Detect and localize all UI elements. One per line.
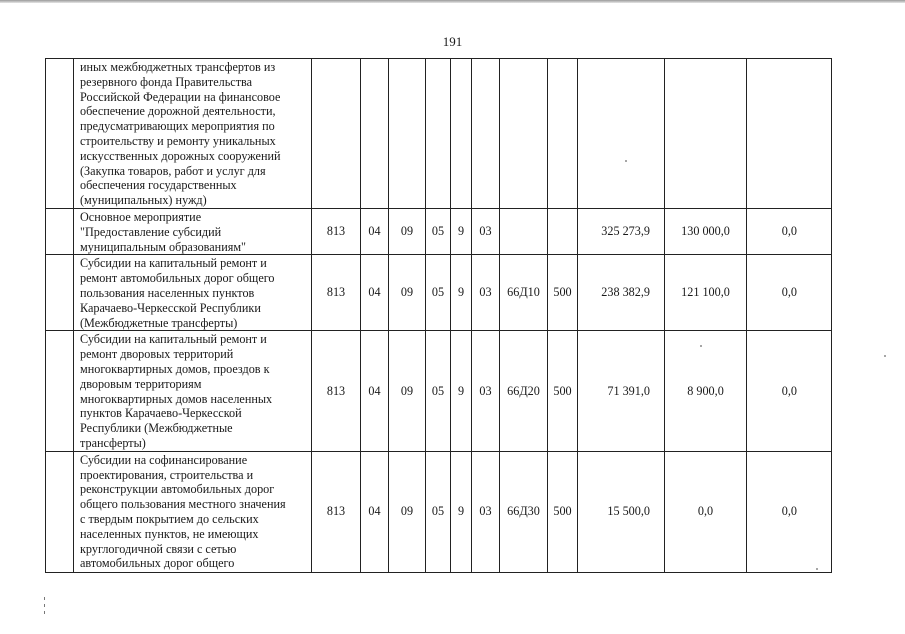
amount-year1-cell (578, 59, 665, 209)
direction-code-cell: 66Д30 (500, 451, 548, 572)
ministry-code-cell: 813 (312, 331, 361, 451)
amount-year3-cell (747, 59, 832, 209)
page-number: 191 (442, 34, 463, 49)
expense-type-cell (548, 208, 578, 254)
direction-code-cell: 66Д20 (500, 331, 548, 451)
amount-year1-cell: 325 273,9 (578, 208, 665, 254)
expense-type-cell: 500 (548, 255, 578, 331)
blank-cell (46, 451, 74, 572)
amount-year3-cell: 0,0 (747, 208, 832, 254)
ministry-code-cell: 813 (312, 451, 361, 572)
amount-year2-cell: 130 000,0 (665, 208, 747, 254)
amount-year2-cell: 8 900,0 (665, 331, 747, 451)
subsection-code-cell: 09 (389, 331, 426, 451)
subprogram-code-cell (451, 59, 472, 209)
table-row (46, 255, 832, 331)
expense-type-cell (548, 59, 578, 209)
amount-year2-cell (665, 59, 747, 209)
direction-code-cell (500, 208, 548, 254)
amount-year2-cell: 121 100,0 (665, 255, 747, 331)
table-row (46, 208, 832, 254)
activity-code-cell: 03 (472, 255, 500, 331)
amount-year1-cell: 15 500,0 (578, 451, 665, 572)
amount-year3-cell: 0,0 (747, 451, 832, 572)
scan-speck (700, 345, 702, 347)
amount-year3-cell: 0,0 (747, 255, 832, 331)
subsection-code-cell: 09 (389, 208, 426, 254)
direction-code-cell (500, 59, 548, 209)
amount-year3-cell: 0,0 (747, 331, 832, 451)
ministry-code-cell (312, 59, 361, 209)
activity-code-cell (472, 59, 500, 209)
direction-code-cell: 66Д10 (500, 255, 548, 331)
blank-cell (46, 331, 74, 451)
amount-year1-cell: 238 382,9 (578, 255, 665, 331)
expense-type-cell: 500 (548, 331, 578, 451)
subsection-code-cell: 09 (389, 255, 426, 331)
scan-mark (44, 604, 45, 607)
section-code-cell (361, 59, 389, 209)
section-code-cell: 04 (361, 451, 389, 572)
blank-cell (46, 59, 74, 209)
scan-top-edge (0, 0, 905, 3)
amount-year1-cell: 71 391,0 (578, 331, 665, 451)
scan-speck (625, 160, 627, 162)
subprogram-code-cell: 9 (451, 255, 472, 331)
section-code-cell: 04 (361, 208, 389, 254)
activity-code-cell: 03 (472, 208, 500, 254)
blank-cell (46, 255, 74, 331)
section-code-cell: 04 (361, 255, 389, 331)
program-code-cell: 05 (426, 331, 451, 451)
program-code-cell: 05 (426, 255, 451, 331)
scan-mark (44, 611, 45, 614)
program-code-cell: 05 (426, 451, 451, 572)
subprogram-code-cell: 9 (451, 331, 472, 451)
scan-speck (884, 355, 886, 357)
blank-cell (46, 208, 74, 254)
table-row (46, 331, 832, 451)
row-name-cell: иных межбюджетных трансфертов из резервного фонда Правительства Российской Федерации на финансовое обеспечение дорожной деятельности, предусматривающих мероприятия по строительству и ремонту уникальных искусственных дорожных сооружений (Закупка товаров, работ и услуг для обеспечения государственных (муниципальных) нужд) (74, 59, 312, 209)
table-row (46, 451, 832, 572)
section-code-cell: 04 (361, 331, 389, 451)
program-code-cell: 05 (426, 208, 451, 254)
scan-speck (816, 568, 818, 570)
subprogram-code-cell: 9 (451, 208, 472, 254)
row-name-cell: Субсидии на капитальный ремонт и ремонт автомобильных дорог общего пользования населенных пунктов Карачаево-Черкесской Республики (Межбюджетные трансферты) (74, 255, 312, 331)
row-name-cell: Субсидии на капитальный ремонт и ремонт дворовых территорий многоквартирных домов, проездов к дворовым территориям многоквартирных домов населенных пунктов Карачаево-Черкесской Республики (Межбюджетные трансферты) (74, 331, 312, 451)
subprogram-code-cell: 9 (451, 451, 472, 572)
program-code-cell (426, 59, 451, 209)
row-name-cell: Основное мероприятие "Предоставление субсидий муниципальным образованиям" (74, 208, 312, 254)
activity-code-cell: 03 (472, 331, 500, 451)
subsection-code-cell: 09 (389, 451, 426, 572)
activity-code-cell: 03 (472, 451, 500, 572)
table-row (46, 59, 832, 209)
amount-year2-cell: 0,0 (665, 451, 747, 572)
expense-type-cell: 500 (548, 451, 578, 572)
budget-table (45, 58, 832, 573)
scan-mark (44, 597, 45, 600)
row-name-cell: Субсидии на софинансирование проектирования, строительства и реконструкции автомобильных дорог общего пользования местного значения с твердым покрытием до сельских населенных пунктов, не имеющих круглогодичной связи с сетью автомобильных дорог общего (74, 451, 312, 572)
ministry-code-cell: 813 (312, 255, 361, 331)
ministry-code-cell: 813 (312, 208, 361, 254)
subsection-code-cell (389, 59, 426, 209)
